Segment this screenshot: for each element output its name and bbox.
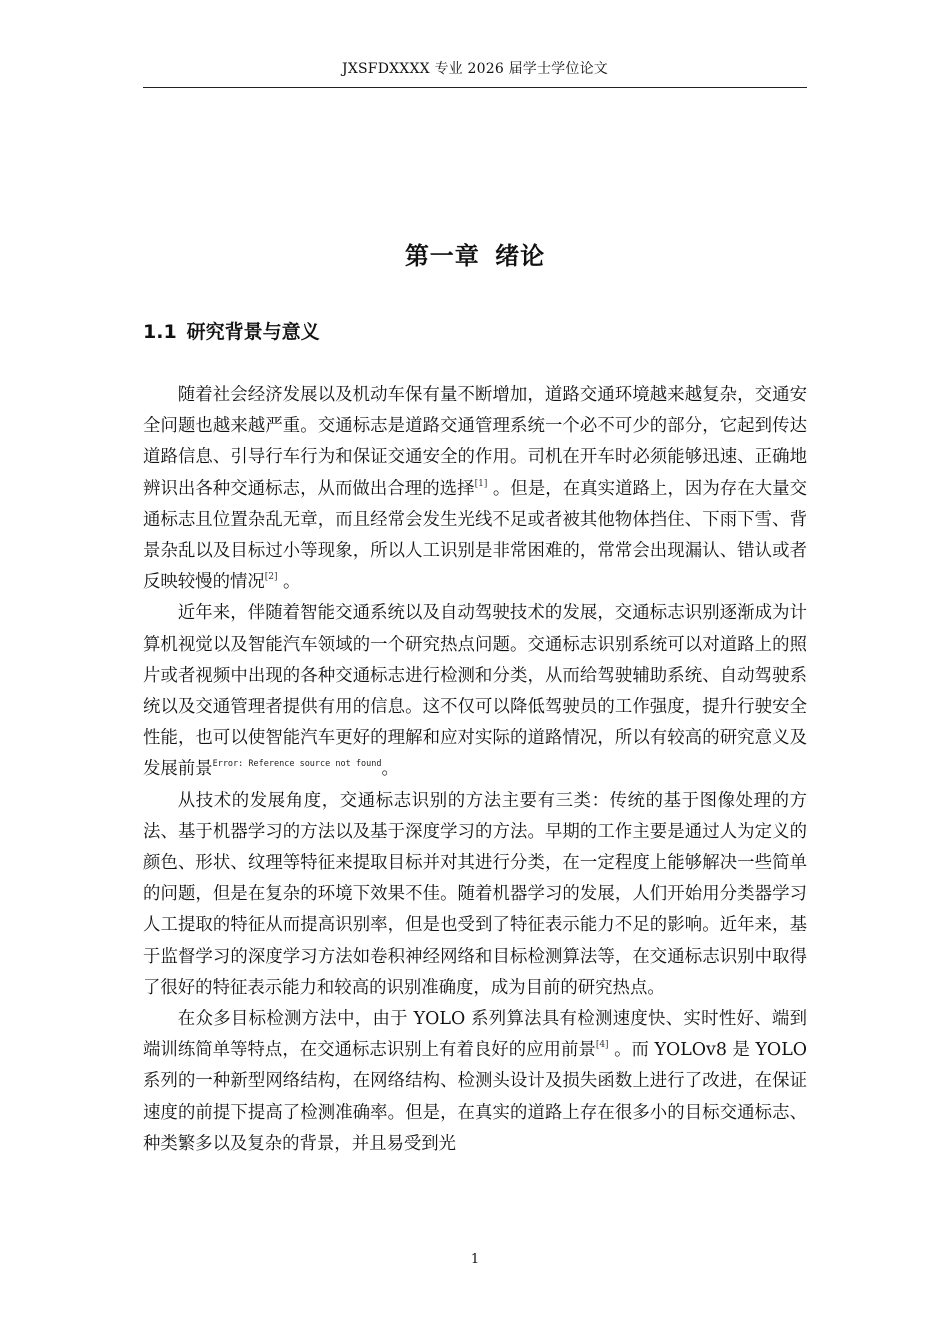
section-name: 研究背景与意义	[186, 321, 320, 343]
section-title	[143, 317, 320, 344]
running-header: JXSFDXXXX 专业 2026 届学士学位论文	[342, 61, 608, 77]
paragraph-2-text-b: 。	[381, 759, 399, 780]
reference-error: Error: Reference source not found	[212, 759, 382, 770]
paragraph-1	[143, 380, 807, 598]
paragraph-2-text-a: 近年来，伴随着智能交通系统以及自动驾驶技术的发展，交通标志识别逐渐成为计算机视觉以及智能汽车领域的一个研究热点问题。交通标志识别系统可以对道路上的照片或者视频中出现的各种交通标志进行检测和分类，从而给驾驶辅助系统、自动驾驶系统以及交通管理者提供有用的信息。这不仅可以降低驾驶员的工作强度，提升行驶安全性能，也可以使智能汽车更好的理解和应对实际的道路情况，所以有较高的研究意义及发展前景	[143, 603, 807, 780]
paragraph-2	[143, 598, 807, 785]
citation-1: [1]	[474, 478, 488, 489]
section-number: 1.1	[143, 321, 177, 343]
paragraph-4-text-b: 。而 YOLOv8 是 YOLO 系列的一种新型网络结构，在网络结构、检测头设计及损失函数上进行了改进，在保证速度的前提下提高了检测准确率。但是，在真实的道路上存在很多小的目标交通标志、种类繁多以及复杂的背景，并且易受到光	[143, 1040, 807, 1154]
citation-2: [2]	[264, 572, 278, 583]
paragraph-1-text-c: 。	[277, 572, 301, 593]
chapter-number: 第一章	[404, 242, 480, 270]
chapter-title	[0, 236, 950, 271]
paragraph-3: 从技术的发展角度，交通标志识别的方法主要有三类：传统的基于图像处理的方法、基于机器学习的方法以及基于深度学习的方法。早期的工作主要是通过人为定义的颜色、形状、纹理等特征来提取目标并对其进行分类，在一定程度上能够解决一些简单的问题，但是在复杂的环境下效果不佳。随着机器学习的发展，人们开始用分类器学习人工提取的特征从而提高识别率，但是也受到了特征表示能力不足的影响。近年来，基于监督学习的深度学习方法如卷积神经网络和目标检测算法等，在交通标志识别中取得了很好的特征表示能力和较高的识别准确度，成为目前的研究热点。	[143, 790, 807, 998]
page-number: 1	[470, 1252, 480, 1267]
body-text	[143, 380, 807, 1160]
paragraph-4	[143, 1004, 807, 1160]
citation-4: [4]	[595, 1040, 609, 1051]
chapter-name: 绪论	[495, 242, 546, 270]
header-rule	[143, 87, 807, 88]
paragraph-1-text-b: 。但是，在真实道路上，因为存在大量交通标志且位置杂乱无章，而且经常会发生光线不足或者被其他物体挡住、下雨下雪、背景杂乱以及目标过小等现象，所以人工识别是非常困难的，常常会出现漏认、错认或者反映较慢的情况	[143, 478, 807, 593]
paragraph-4-text-a: 在众多目标检测方法中，由于 YOLO 系列算法具有检测速度快、实时性好、端到端训练简单等特点，在交通标志识别上有着良好的应用前景	[143, 1009, 807, 1061]
paragraph-1-text-a: 随着社会经济发展以及机动车保有量不断增加，道路交通环境越来越复杂，交通安全问题也越来越严重。交通标志是道路交通管理系统一个必不可少的部分，它起到传达道路信息、引导行车行为和保证交通安全的作用。司机在开车时必须能够迅速、正确地辨识出各种交通标志，从而做出合理的选择	[143, 385, 807, 499]
